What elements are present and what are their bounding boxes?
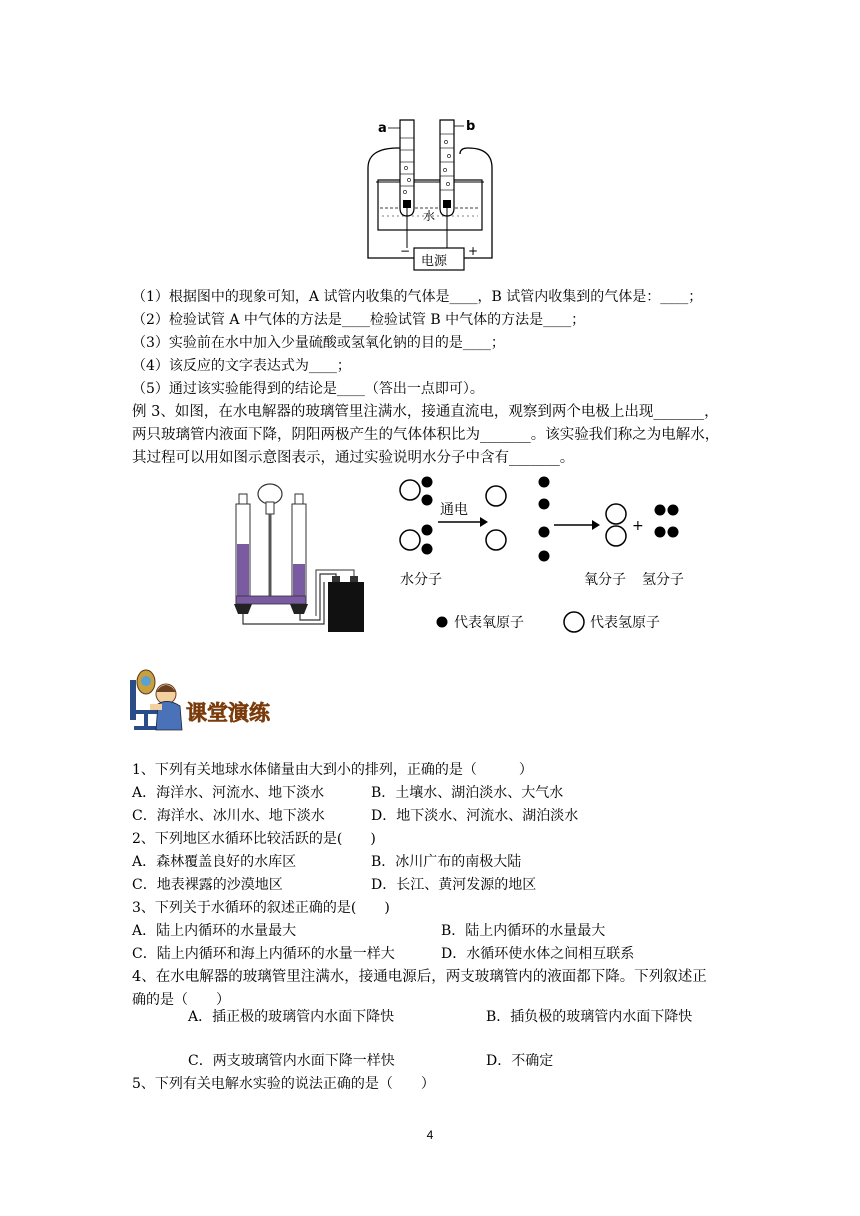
q1-option-c: C．海洋水、冰川水、地下淡水: [132, 808, 325, 824]
q4-option-c: C．两支玻璃管内水面下降一样快: [188, 1053, 395, 1069]
water-label: 水: [423, 209, 436, 223]
student-microscope-icon: [130, 670, 182, 730]
legend-oxygen-label: 代表氧原子: [454, 615, 524, 631]
q4-text-line-2: 确的是（ ）: [132, 992, 230, 1008]
q3-option-c: C．陆上内循环和海上内循环的水量一样大: [132, 946, 395, 962]
power-source-label: 电源: [421, 254, 448, 269]
q1-option-a: A．海洋水、河流水、地下淡水: [132, 785, 325, 801]
q1-option-b: B．土壤水、湖泊淡水、大气水: [371, 785, 564, 801]
q3-option-b: B．陆上内循环的水量最大: [441, 923, 606, 939]
q4-option-a: A．插正极的玻璃管内水面下降快: [188, 1009, 395, 1025]
plus-sign-reaction: +: [632, 518, 644, 534]
legend-hydrogen-circle: [564, 612, 584, 632]
question-line-5: （5）通过该实验能得到的结论是____（答出一点即可）。: [132, 381, 484, 397]
q4-option-d: D．不确定: [486, 1053, 554, 1069]
molecular-model-figure: [392, 470, 712, 640]
oxygen-molecule-label: 氧分子: [584, 572, 626, 588]
legend-hydrogen-label: 代表氢原子: [590, 615, 660, 631]
tube-a-label: a: [378, 121, 387, 136]
tube-b-label: b: [466, 119, 476, 134]
example3-line-3: 其过程可以用如图示意图表示，通过实验说明水分子中含有_______。: [132, 450, 575, 466]
question-line-2: （2）检验试管 A 中气体的方法是____检验试管 B 中气体的方法是____；: [132, 312, 586, 328]
section-title: 课堂演练: [186, 701, 270, 725]
classroom-practice-banner: [128, 664, 288, 734]
q2-option-d: D．长江、黄河发源的地区: [371, 877, 537, 893]
q2-option-b: B．冰川广布的南极大陆: [371, 854, 522, 870]
legend-oxygen-dot: [437, 617, 448, 628]
electrify-label: 通电: [440, 502, 468, 518]
hydrogen-molecule-label: 氢分子: [642, 572, 684, 588]
q1-text: 1、下列有关地球水体储量由大到小的排列，正确的是（ ）: [132, 762, 533, 778]
example3-line-2: 两只玻璃管内液面下降，阴阳两极产生的气体体积比为_______。该实验我们称之为电解水，: [132, 427, 720, 443]
q5-text: 5、下列有关电解水实验的说法正确的是（ ）: [132, 1076, 435, 1092]
q3-option-a: A．陆上内循环的水量最大: [132, 923, 297, 939]
page-number: 4: [426, 1128, 434, 1142]
example3-line-1: 例 3、如图，在水电解器的玻璃管里注满水，接通直流电，观察到两个电极上出现_______，: [132, 404, 719, 420]
question-line-3: （3）实验前在水中加入少量硫酸或氢氧化钠的目的是____；: [132, 335, 505, 351]
q2-text: 2、下列地区水循环比较活跃的是( ): [132, 831, 376, 847]
question-line-1: （1）根据图中的现象可知，A 试管内收集的气体是____，B 试管内收集到的气体是：____；: [132, 289, 703, 305]
q3-option-d: D．水循环使水体之间相互联系: [441, 946, 635, 962]
question-line-4: （4）该反应的文字表达式为____；: [132, 358, 351, 374]
water-electrolyzer-figure: [228, 478, 368, 636]
q2-option-c: C．地表裸露的沙漠地区: [132, 877, 283, 893]
q4-text-line-1: 4、在水电解器的玻璃管里注满水，接通电源后，两支玻璃管内的液面都下降。下列叙述正: [132, 969, 707, 985]
q2-option-a: A．森林覆盖良好的水库区: [132, 854, 297, 870]
electrolysis-apparatus-figure: [360, 108, 500, 274]
q3-text: 3、下列关于水循环的叙述正确的是( ): [132, 900, 390, 916]
q1-option-d: D．地下淡水、河流水、湖泊淡水: [371, 808, 579, 824]
minus-sign: −: [400, 244, 411, 258]
water-molecule-label: 水分子: [400, 572, 442, 588]
plus-sign: +: [468, 244, 479, 258]
q4-option-b: B．插负极的玻璃管内水面下降快: [486, 1009, 693, 1025]
